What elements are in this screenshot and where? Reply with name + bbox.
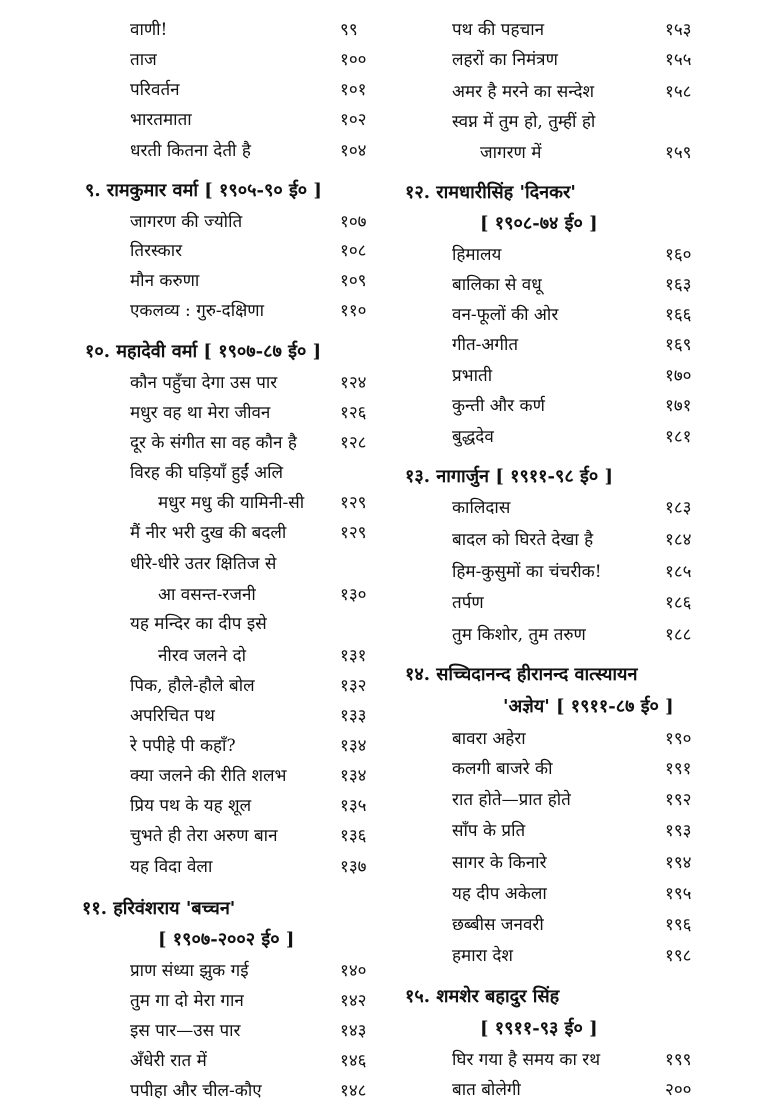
toc-entry-title: अँधेरी रात में [130,1051,207,1071]
toc-entry-page: १५५ [665,50,692,70]
toc-entry-page: १३० [340,585,367,605]
toc-entry-page: १४८ [340,1081,367,1101]
toc-entry-title: धरती कितना देती है [130,141,251,161]
toc-entry-page: १३६ [340,826,367,846]
toc-entry-page: १८५ [665,562,692,582]
toc-entry-title: कौन पहुँचा देगा उस पार [130,373,278,393]
toc-entry-title: विरह की घड़ियाँ हुईं अलि [130,463,284,483]
toc-entry-page: ११० [340,301,367,321]
toc-entry-title: कालिदास [452,498,511,518]
toc-entry-page: १३५ [340,796,367,816]
toc-entry-page: १२८ [340,433,367,453]
section-heading-12: १२. रामधारीसिंह 'दिनकर' [405,182,576,203]
toc-entry-page: १०० [340,50,367,70]
toc-entry-page: १४३ [340,1021,367,1041]
toc-entry-page: १०१ [340,80,367,100]
toc-entry-page: १७० [665,366,692,386]
toc-entry-title: गीत-अगीत [452,335,519,355]
toc-entry-title: हिम-कुसुमों का चंचरीक! [452,562,602,582]
toc-entry-title: भारतमाता [130,110,192,130]
section-heading-11: ११. हरिवंशराय 'बच्चन' [82,898,236,919]
toc-entry-title: जागरण की ज्योति [130,212,243,232]
toc-entry-page: १८४ [665,530,692,550]
toc-entry-title: मैं नीर भरी दुख की बदली [130,523,287,543]
section-heading-9: ९. रामकुमार वर्मा [ १९०५-९० ई० ] [85,180,322,201]
toc-entry-title: रात होते—प्रात होते [452,790,571,810]
toc-entry-page: १०७ [340,212,367,232]
toc-entry-title: वाणी! [130,20,168,40]
toc-entry-page: १५९ [665,143,692,163]
toc-entry-page: १९५ [665,884,692,904]
toc-entry-page: १४२ [340,991,367,1011]
toc-entry-title: ताज [130,50,157,70]
toc-entry-title: साँप के प्रति [452,821,526,841]
toc-entry-title: अपरिचित पथ [130,706,215,726]
toc-entry-title: एकलव्य : गुरु-दक्षिणा [130,301,264,321]
section-heading-10: १०. महादेवी वर्मा [ १९०७-८७ ई० ] [85,341,322,362]
toc-entry-title: बादल को घिरते देखा है [452,530,594,550]
toc-entry-continuation: जागरण में [480,143,542,163]
toc-entry-page: १४६ [340,1051,367,1071]
toc-entry-title: तिरस्कार [130,241,183,261]
toc-entry-title: तुम किशोर, तुम तरुण [452,625,586,645]
toc-entry-page: १४० [340,961,367,981]
toc-entry-title: अमर है मरने का सन्देश [452,82,595,102]
toc-entry-continuation: नीरव जलने दो [158,646,247,666]
toc-entry-page: १९९ [665,1050,692,1070]
toc-entry-continuation: आ वसन्त-रजनी [158,585,256,605]
section-years-12: [ १९०८-७४ ई० ] [480,213,598,234]
toc-entry-page: १२४ [340,373,367,393]
toc-entry-page: ९९ [340,20,358,40]
toc-entry-page: १३१ [340,646,367,666]
toc-entry-title: बालिका से वधू [452,275,542,295]
toc-entry-page: १३२ [340,676,367,696]
toc-entry-page: १०४ [340,141,367,161]
toc-entry-title: इस पार—उस पार [130,1021,241,1041]
toc-entry-page: १९३ [665,821,692,841]
toc-entry-page: १६९ [665,335,692,355]
toc-entry-page: १३४ [340,736,367,756]
section-heading-14: १४. सच्चिदानन्द हीरानन्द वात्स्यायन [405,664,638,685]
toc-entry-page: १८८ [665,625,692,645]
section-years-14: 'अज्ञेय' [ १९११-८७ ई० ] [503,696,674,717]
toc-entry-title: यह विदा वेला [130,857,213,877]
toc-entry-title: रे पपीहे पी कहाँ? [130,736,236,756]
toc-entry-page: १६० [665,245,692,265]
toc-entry-page: १९६ [665,915,692,935]
toc-entry-title: यह मन्दिर का दीप इसे [130,614,267,634]
toc-entry-page: १०९ [340,271,367,291]
toc-entry-title: प्रभाती [452,366,493,386]
toc-entry-title: तर्पण [452,593,484,613]
toc-entry-title: चुभते ही तेरा अरुण बान [130,826,278,846]
toc-entry-page: १०२ [340,110,367,130]
toc-entry-title: वन-फूलों की ओर [452,305,559,325]
toc-entry-title: कुन्ती और कर्ण [452,396,545,416]
toc-entry-title: यह दीप अकेला [452,884,547,904]
toc-entry-title: घिर गया है समय का रथ [452,1050,601,1070]
toc-entry-page: १९८ [665,946,692,966]
toc-entry-page: १३३ [340,706,367,726]
toc-entry-title: मौन करुणा [130,271,200,291]
toc-entry-title: स्वप्न में तुम हो, तुम्हीं हो [452,112,596,132]
toc-entry-page: १८६ [665,593,692,613]
section-heading-15: १५. शमशेर बहादुर सिंह [405,986,560,1007]
toc-entry-title: तुम गा दो मेरा गान [130,991,244,1011]
toc-entry-title: लहरों का निमंत्रण [452,50,558,70]
toc-entry-title: मधुर वह था मेरा जीवन [130,403,271,423]
toc-entry-title: पिक, हौले-हौले बोल [130,676,255,696]
toc-entry-page: १९४ [665,853,692,873]
toc-entry-page: १२९ [340,493,367,513]
section-years-11: [ १९०७-२००२ ई० ] [158,929,295,950]
toc-entry-title: पपीहा और चील-कौए [130,1081,262,1101]
toc-entry-page: १०८ [340,241,367,261]
toc-entry-page: १९० [665,729,692,749]
toc-entry-title: क्या जलने की रीति शलभ [130,766,287,786]
toc-entry-continuation: मधुर मधु की यामिनी-सी [158,493,305,513]
toc-entry-page: १८३ [665,498,692,518]
section-years-15: [ १९११-९३ ई० ] [480,1018,598,1039]
toc-entry-page: १८१ [665,427,692,447]
toc-entry-page: १२६ [340,403,367,423]
toc-entry-page: १५८ [665,82,692,102]
toc-entry-title: हिमालय [452,245,502,265]
toc-entry-title: कलगी बाजरे की [452,759,553,779]
toc-entry-title: धीरे-धीरे उतर क्षितिज से [130,554,277,574]
toc-entry-page: १६३ [665,275,692,295]
toc-entry-title: छब्बीस जनवरी [452,915,544,935]
toc-entry-title: बुद्धदेव [452,427,494,447]
toc-entry-page: १२९ [340,523,367,543]
toc-entry-page: १३७ [340,857,367,877]
toc-entry-title: परिवर्तन [130,80,180,100]
toc-entry-title: दूर के संगीत सा वह कौन है [130,433,297,453]
toc-entry-page: १९१ [665,759,692,779]
section-heading-13: १३. नागार्जुन [ १९११-९८ ई० ] [405,466,613,487]
toc-entry-title: प्राण संध्या झुक गई [130,961,249,981]
toc-entry-page: २०० [665,1080,692,1100]
toc-entry-title: सागर के किनारे [452,853,547,873]
toc-entry-page: १६६ [665,305,692,325]
toc-entry-title: बात बोलेगी [452,1080,521,1100]
toc-entry-title: प्रिय पथ के यह शूल [130,796,252,816]
toc-entry-page: १९२ [665,790,692,810]
toc-entry-page: १३४ [340,766,367,786]
toc-entry-title: हमारा देश [452,946,513,966]
toc-entry-title: पथ की पहचान [452,20,545,40]
toc-entry-page: १५३ [665,20,692,40]
toc-entry-page: १७१ [665,396,692,416]
toc-entry-title: बावरा अहेरा [452,729,526,749]
